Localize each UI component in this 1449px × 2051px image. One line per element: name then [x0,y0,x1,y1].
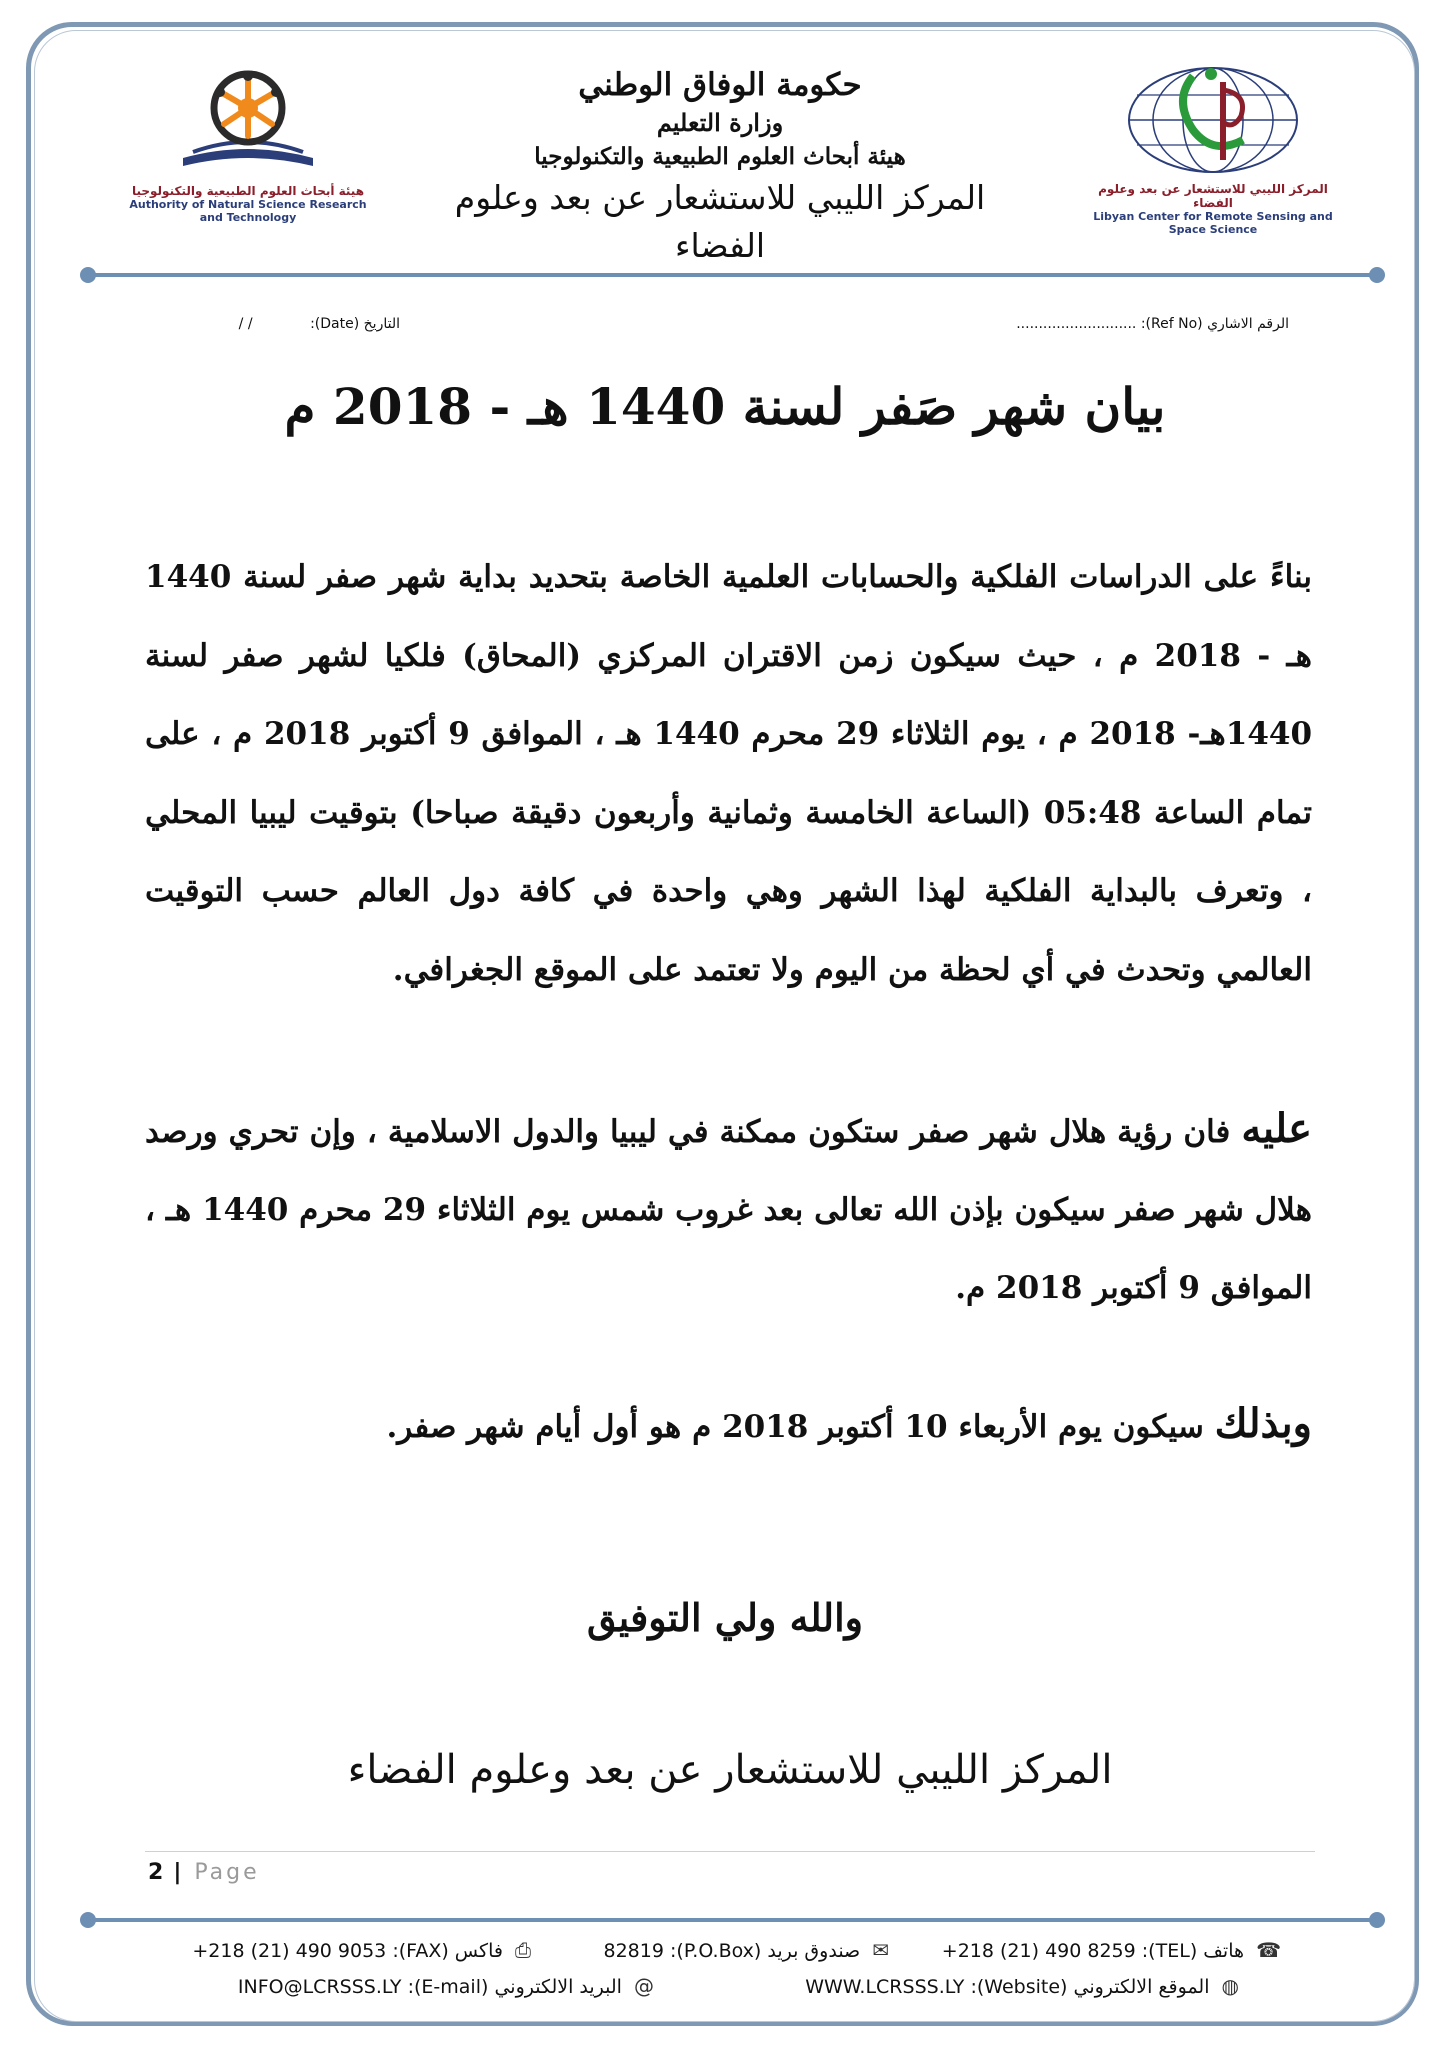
paragraph-conclusion [145,1385,1312,1466]
fax-icon: ⎙ [515,1938,531,1962]
page-number-value: 2 [148,1860,164,1885]
lcrsss-logo [1078,60,1348,236]
pobox-value: 82819 [603,1940,664,1962]
mailbox-icon: ✉ [872,1938,889,1962]
letterhead [420,64,1020,270]
paragraph-lead-word: عليه [1241,1105,1312,1152]
tel-value: +218 (21) 490 8259 [941,1940,1136,1962]
date-line [160,316,400,332]
ref-label: الرقم الاشاري (Ref No): [1140,316,1289,332]
footer-divider [88,1918,1378,1922]
paragraph-text: فان رؤية هلال شهر صفر ستكون ممكنة في ليبيا والدول الاسلامية ، وإن تحري ورصد هلال شهر صفر سيكون بإذن الله تعالى بعد غروب شمس يوم الثلاثاء 29 محرم 1440 هـ ، الموافق 9 أكتوبر 2018 م. [145,1114,1312,1306]
lcrsss-logo-caption-ar: المركز الليبي للاستشعار عن بعد وعلوم الفضاء [1098,182,1328,210]
date-label: التاريخ (Date): [310,316,400,332]
date-value: / / [238,316,253,332]
footer-divider-dot-left [80,1912,96,1928]
contact-email [238,1974,654,1998]
globe-icon: ◍ [1221,1974,1239,1998]
contact-pobox [603,1938,889,1962]
paragraph-astronomical-calculation: بناءً على الدراسات الفلكية والحسابات العلمية الخاصة بتحديد بداية شهر صفر لسنة 1440 هـ - 2018 م ، حيث سيكون زمن الاقتران المركزي (المحاق) فلكيا لشهر صفر لسنة 1440هـ- 2018 م ، يوم الثلاثاء 29 محرم 1440 هـ ، الموافق 9 أكتوبر 2018 م ، على تمام الساعة 05:48 (الساعة الخامسة وثمانية وأربعون دقيقة صباحا) بتوقيت ليبيا المحلي ، وتعرف بالبداية الفلكية لهذا الشهر وهي واحدة في كافة دول العالم حسب التوقيت العالمي وتحدث في أي لحظة من اليوم ولا تعتمد على الموقع الجغرافي. [145,559,1313,988]
page-word: Page [194,1860,260,1885]
header-divider-dot-left [80,267,96,283]
email-link[interactable]: INFO@LCRSSS.LY [237,1976,402,1998]
document-title: بيان شهر صَفر لسنة 1440 هـ - 2018 م [284,377,1166,436]
page-number-separator: | [173,1860,185,1885]
ministry-name: وزارة التعليم [656,108,784,137]
signature: المركز الليبي للاستشعار عن بعد وعلوم الفضاء [347,1747,1113,1793]
fax-value: +218 (21) 490 9053 [192,1940,387,1962]
page-number [148,1860,260,1885]
fax-label: فاكس (FAX): [392,1940,503,1962]
phone-icon: ☎ [1256,1938,1281,1962]
center-name: المركز الليبي للاستشعار عن بعد وعلوم الفضاء [454,178,986,265]
website-label: الموقع الالكتروني (Website): [970,1976,1210,1998]
government-name: حكومة الوفاق الوطني [578,67,862,103]
closing-phrase: والله ولي التوفيق [586,1595,864,1640]
authority-logo-caption-ar: هيئة أبحاث العلوم الطبيعية والتكنولوجيا [131,184,365,198]
paragraph-crescent-sighting [145,1090,1312,1327]
contact-fax [192,1938,531,1962]
authority-logo-caption-en: Authority of Natural Science Research and Technology [129,198,367,224]
reference-number [1016,316,1289,332]
pobox-label: صندوق بريد (P.O.Box): [669,1940,861,1962]
page-number-divider [145,1851,1315,1852]
authority-name: هيئة أبحاث العلوم الطبيعية والتكنولوجيا [534,143,906,170]
authority-logo-icon [173,62,323,180]
lcrsss-logo-caption-en: Libyan Center for Remote Sensing and Space Science [1093,210,1333,236]
website-link[interactable]: WWW.LCRSSS.LY [805,1976,965,1998]
header-divider-dot-right [1369,267,1385,283]
contact-tel [942,1938,1281,1962]
email-icon: @ [634,1974,654,1998]
footer-divider-dot-right [1369,1912,1385,1928]
paragraph-lead-word: وبذلك [1214,1400,1312,1447]
lcrsss-logo-icon [1123,60,1303,178]
email-label: البريد الالكتروني (E-mail): [407,1976,622,1998]
authority-logo [118,62,378,232]
ref-value: ........................... [1016,316,1137,332]
contact-website [805,1974,1239,1998]
paragraph-text: سيكون يوم الأربعاء 10 أكتوبر 2018 م هو أول أيام شهر صفر. [386,1409,1215,1445]
tel-label: هاتف (TEL): [1141,1940,1245,1962]
header-divider [88,273,1378,277]
